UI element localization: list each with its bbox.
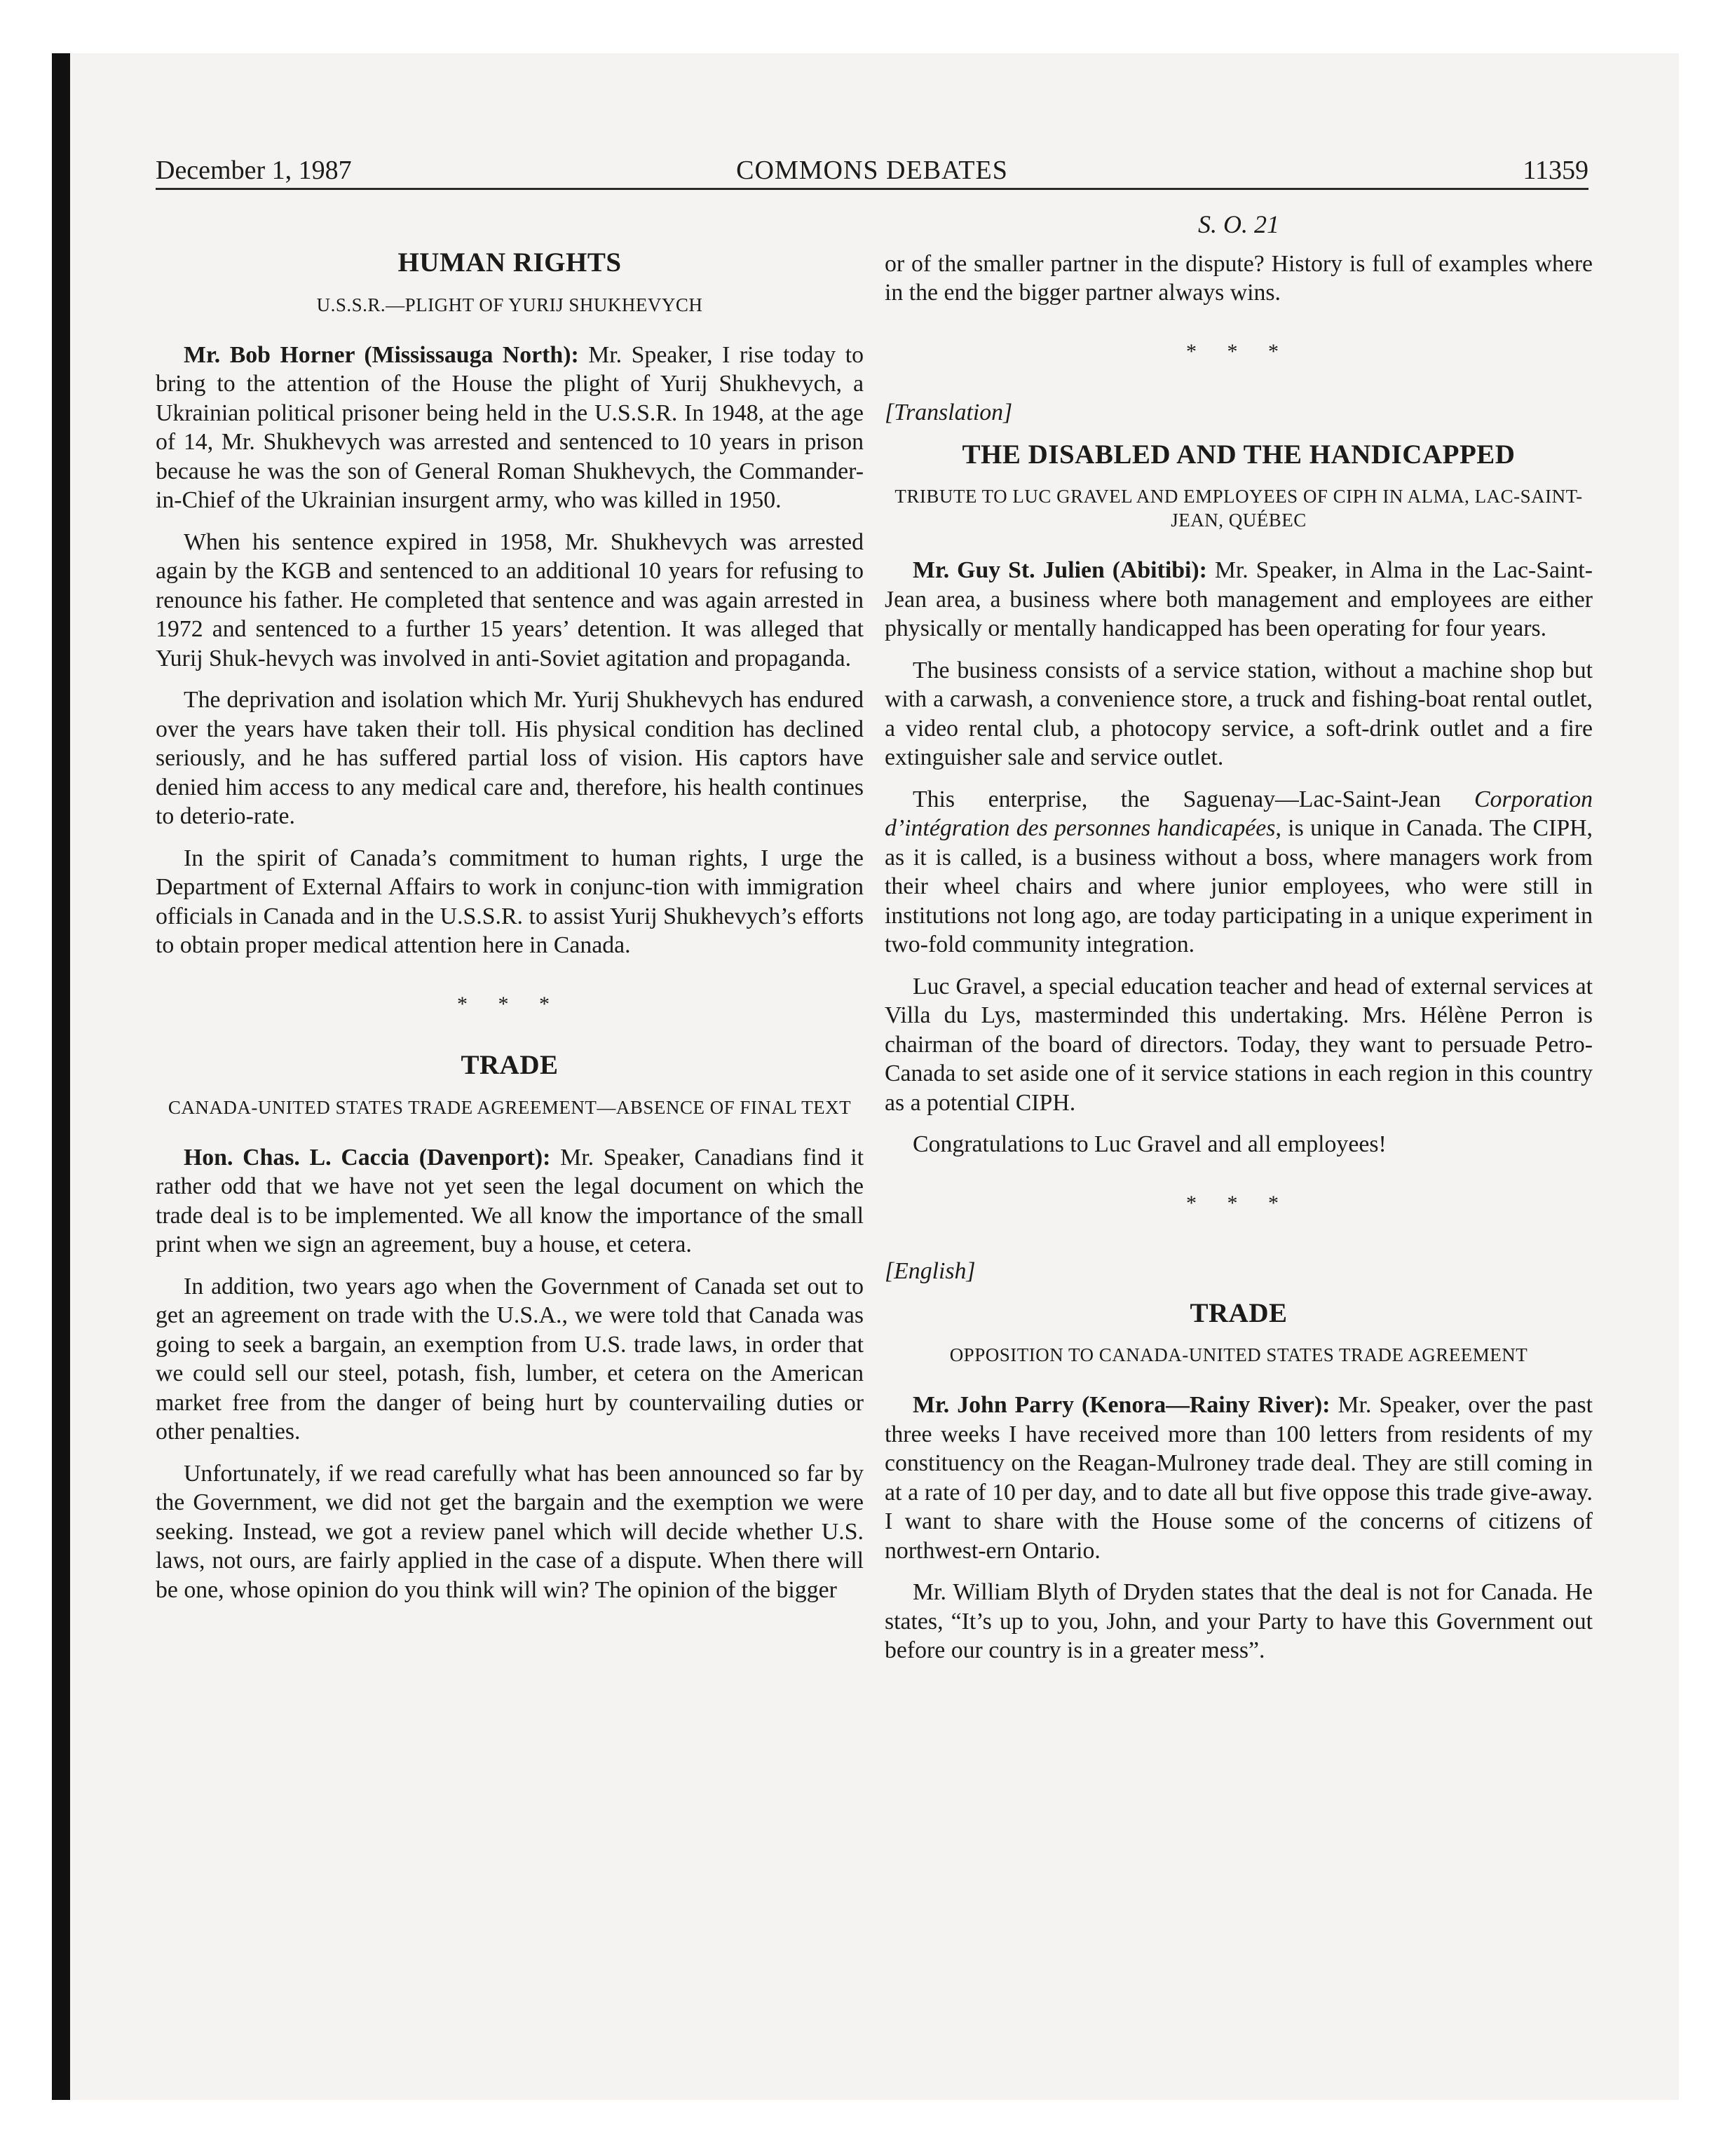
- section-heading-trade: TRADE: [1190, 1297, 1288, 1328]
- paragraph: Congratulations to Luc Gravel and all employees!: [913, 1131, 1387, 1157]
- section-subheading-final-text: CANADA-UNITED STATES TRADE AGREEMENT—ABSENCE OF FINAL TEXT: [168, 1096, 852, 1118]
- scan-edge-bar: [52, 53, 70, 2100]
- speaker-name: Mr. Bob Horner (Mississauga North):: [184, 341, 579, 368]
- page-header: [156, 153, 1588, 190]
- paragraph-text: Mr. Speaker, in Alma in the Lac-Saint-Jean area, a business where both management and employees are either physically or mentally handicapped has been operating for four years.: [885, 557, 1593, 641]
- section-heading-trade: TRADE: [461, 1050, 559, 1080]
- paragraph: [885, 556, 1593, 643]
- paragraph: In the spirit of Canada’s commitment to human rights, I urge the Department of External Affairs to work in conjunc-tion with immigration officials in Canada and in the U.S.S.R. to assist Yurij Shukhevych’s efforts to obtain proper medical attention here in Canada.: [156, 845, 864, 958]
- translation-tag: [Translation]: [885, 400, 1013, 425]
- paragraph: Mr. William Blyth of Dryden states that the deal is not for Canada. He states, “It’s up to you, John, and your Party to have this Government out before our country is in a greater mess”.: [885, 1579, 1593, 1663]
- standing-order-label: S. O. 21: [1198, 210, 1279, 238]
- paragraph-continuation: or of the smaller partner in the dispute? History is full of examples where in the end the bigger partner always wins.: [885, 250, 1593, 306]
- section-separator-stars: * * *: [1186, 1191, 1291, 1215]
- section-subheading-shukhevych: U.S.S.R.—PLIGHT OF YURIJ SHUKHEVYCH: [316, 294, 703, 315]
- section-separator-stars: * * *: [1186, 339, 1291, 363]
- section-subheading-luc-gravel: TRIBUTE TO LUC GRAVEL AND EMPLOYEES OF CIPH IN ALMA, LAC-SAINT-JEAN, QUÉBEC: [894, 486, 1583, 531]
- paragraph: Luc Gravel, a special education teacher and head of external services at Villa du Lys, masterminded this undertaking. Mrs. Hélène Perron is chairman of the board of directors. Today, they want to persuade Petro-Canada to set aside one of it service stations in each region in this country as a potential CIPH.: [885, 973, 1593, 1116]
- paragraph: [885, 785, 1593, 960]
- paragraph: In addition, two years ago when the Government of Canada set out to get an agreement on trade with the U.S.A., we were told that Canada was going to seek a bargain, an exemption from U.S. trade laws, in order that we could sell our steel, potash, fish, lumber, et cetera on the American market free from the danger of being hurt by countervailing duties or other penalties.: [156, 1273, 864, 1445]
- section-heading-human-rights: HUMAN RIGHTS: [397, 247, 622, 278]
- paragraph: [885, 1391, 1593, 1565]
- section-subheading-opposition: OPPOSITION TO CANADA-UNITED STATES TRADE AGREEMENT: [949, 1344, 1528, 1365]
- paragraph: Unfortunately, if we read carefully what has been announced so far by the Government, we did not get the bargain and the exemption we were seeking. Instead, we got a review panel which will decide whether U.S. laws, not ours, are fairly applied in the case of a dispute. When there will be one, whose opinion do you think will win? The opinion of the bigger: [156, 1460, 864, 1603]
- paragraph-text: Mr. Speaker, over the past three weeks I have received more than 100 letters from residents of my constituency on the Reagan-Mulroney trade deal. They are still coming in at a rate of 10 per day, and to date all but five oppose this trade give-away. I want to share with the House some of the concerns of citizens of northwest-ern Ontario.: [885, 1392, 1593, 1564]
- speaker-name: Mr. Guy St. Julien (Abitibi):: [913, 557, 1207, 583]
- section-heading-disabled: THE DISABLED AND THE HANDICAPPED: [962, 439, 1516, 470]
- paragraph: The deprivation and isolation which Mr. Yurij Shukhevych has endured over the years have taken their toll. His physical condition has declined seriously, and he has suffered partial loss of vision. His captors have denied him access to any medical care and, therefore, his health continues to deterio-rate.: [156, 687, 864, 829]
- section-separator-stars: * * *: [457, 992, 562, 1016]
- paragraph: [156, 341, 864, 515]
- paragraph: The business consists of a service station, without a machine shop but with a carwash, a convenience store, a truck and fishing-boat rental outlet, a video rental club, a photocopy service, a soft-drink outlet and a fire extinguisher sale and service outlet.: [885, 657, 1593, 770]
- left-column: [156, 238, 864, 1617]
- english-tag: [English]: [885, 1258, 976, 1284]
- header-title: COMMONS DEBATES: [736, 156, 1008, 185]
- right-column: [885, 210, 1593, 1678]
- paragraph: [156, 1143, 864, 1260]
- paragraph-text: This enterprise, the Saguenay—Lac-Saint-Jean: [913, 786, 1474, 812]
- header-date: December 1, 1987: [156, 156, 352, 185]
- header-page-number: 11359: [1523, 156, 1588, 185]
- speaker-name: Mr. John Parry (Kenora—Rainy River):: [913, 1392, 1331, 1418]
- paragraph-text: Mr. Speaker, Canadians find it rather odd that we have not yet seen the legal document on which the trade deal is to be implemented. We all know the importance of the small print when we sign an agreement, buy a house, et cetera.: [156, 1144, 864, 1257]
- paragraph-text: Mr. Speaker, I rise today to bring to the attention of the House the plight of Yurij Shukhevych, a Ukrainian political prisoner being held in the U.S.S.R. In 1948, at the age of 14, Mr. Shukhevych was arrested and sentenced to 10 years in prison because he was the son of General Roman Shukhevych, the Commander-in-Chief of the Ukrainian insurgent army, who was killed in 1950.: [156, 341, 864, 513]
- speaker-name: Hon. Chas. L. Caccia (Davenport):: [184, 1144, 551, 1171]
- paragraph-text: , is unique in Canada. The CIPH, as it is called, is a business without a boss, where managers work from their wheel chairs and where junior employees, who were still in institutions not long ago, are today participating in a unique experiment in two-fold community integration.: [885, 815, 1593, 957]
- paragraph: When his sentence expired in 1958, Mr. Shukhevych was arrested again by the KGB and sentenced to an additional 10 years for refusing to renounce his father. He completed that sentence and was again arrested in 1972 and sentenced to a further 15 years’ detention. It was alleged that Yurij Shuk-hevych was involved in anti-Soviet agitation and propaganda.: [156, 528, 864, 671]
- corporation-name-italic: Corporation d’intégration des personnes handicapées: [885, 786, 1593, 841]
